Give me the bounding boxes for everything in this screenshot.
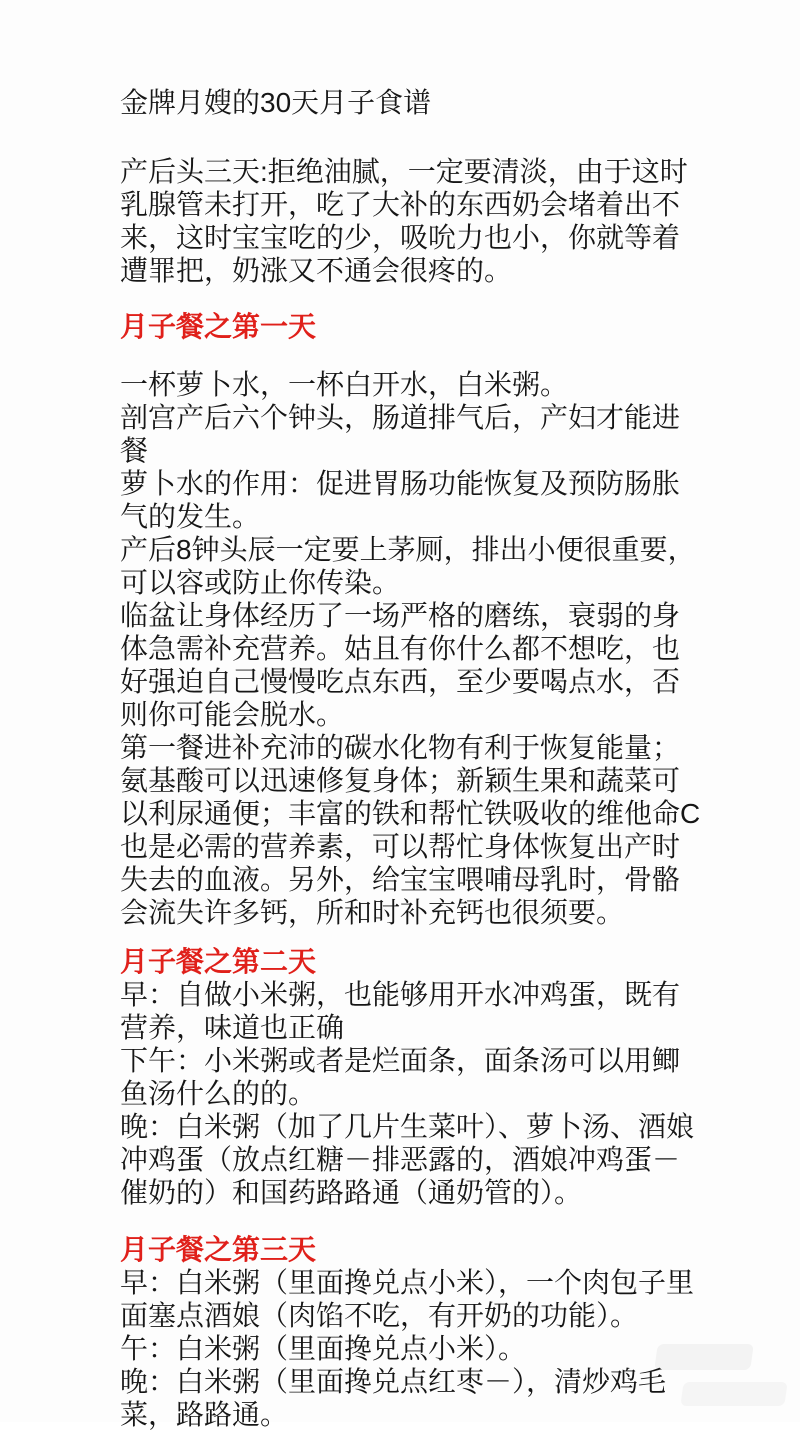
page-title: 金牌月嫂的30天月子食谱 (120, 87, 432, 118)
day1-paragraph-6: 第一餐进补充沛的碳水化物有利于恢复能量；氨基酸可以迅速修复身体；新颖生果和蔬菜可以利尿通便；丰富的铁和帮忙铁吸收的维他命C也是必需的营养素，可以帮忙身体恢复出产时失去的血液。另外，给宝宝喂哺母乳时，骨骼会流失许多钙，所和时补充钙也很须要。 (120, 732, 701, 928)
section-body-day-3 (120, 1266, 702, 1431)
day1-paragraph-1: 一杯萝卜水，一杯白开水，白米粥。 (120, 369, 569, 400)
section-day-2 (120, 945, 702, 1209)
section-day-1 (120, 310, 702, 929)
section-day-3 (120, 1233, 702, 1431)
section-heading-day-1: 月子餐之第一天 (120, 311, 317, 342)
day2-paragraph-evening: 晚：白米粥（加了几片生菜叶）、萝卜汤、酒娘冲鸡蛋（放点红糖－排恶露的，酒娘冲鸡蛋－催奶的）和国药路路通（通奶管的）。 (120, 1111, 695, 1208)
day3-paragraph-evening: 晚：白米粥（里面搀兑点红枣－），清炒鸡毛菜，路路通。 (120, 1366, 667, 1430)
day2-paragraph-afternoon: 下午：小米粥或者是烂面条，面条汤可以用鲫鱼汤什么的的。 (120, 1045, 681, 1109)
intro-paragraph: 产后头三天:拒绝油腻，一定要清淡，由于这时乳腺管未打开，吃了大补的东西奶会堵着出不来，这时宝宝吃的少，吸吮力也小，你就等着遭罪把，奶涨又不通会很疼的。 (120, 156, 688, 286)
day2-paragraph-morning: 早：自做小米粥，也能够用开水冲鸡蛋，既有营养，味道也正确 (120, 979, 681, 1043)
section-heading-day-2: 月子餐之第二天 (120, 946, 317, 977)
section-body-day-2 (120, 978, 702, 1209)
day1-paragraph-4: 产后8钟头辰一定要上茅厕，排出小便很重要，可以容或防止你传染。 (120, 534, 696, 598)
day1-paragraph-3: 萝卜水的作用：促进胃肠功能恢复及预防肠胀气的发生。 (120, 468, 681, 532)
section-body-day-1 (120, 368, 702, 929)
section-heading-day-3: 月子餐之第三天 (120, 1234, 317, 1265)
day1-paragraph-2: 剖宫产后六个钟头，肠道排气后，产妇才能进餐 (120, 402, 681, 466)
day1-paragraph-5: 临盆让身体经历了一场严格的磨练，衰弱的身体急需补充营养。姑且有你什么都不想吃，也好强迫自己慢慢吃点东西，至少要喝点水，否则你可能会脱水。 (120, 600, 681, 730)
day3-paragraph-morning: 早：白米粥（里面搀兑点小米），一个肉包子里面塞点酒娘（肉馅不吃，有开奶的功能）。 (120, 1267, 695, 1331)
day3-paragraph-noon: 午：白米粥（里面搀兑点小米）。 (120, 1333, 527, 1364)
